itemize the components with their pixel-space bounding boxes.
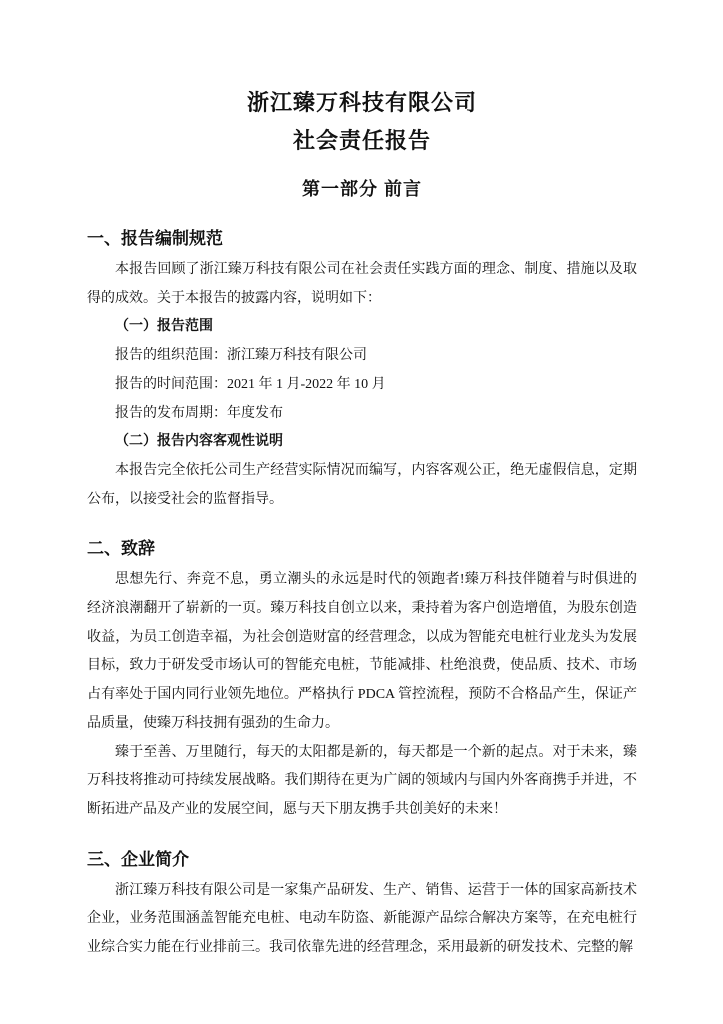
info-line: 报告的发布周期：年度发布 bbox=[115, 405, 283, 421]
part-heading: 第一部分 前言 bbox=[301, 179, 422, 199]
paragraph: 本报告完全依托公司生产经营实际情况而编写，内容客观公正，绝无虚假信息，定期公布，以接受社会的监督指导。 bbox=[87, 462, 637, 507]
report-section bbox=[87, 534, 637, 824]
paragraph: 本报告回顾了浙江臻万科技有限公司在社会责任实践方面的理念、制度、措施以及取得的成效。关于本报告的披露内容，说明如下： bbox=[87, 262, 637, 306]
section-heading: 一、报告编制规范 bbox=[87, 229, 223, 248]
paragraph: 臻于至善、万里随行，每天的太阳都是新的，每天都是一个新的起点。对于未来，臻万科技将推动可持续发展战略。我们期待在更为广阔的领域内与国内外客商携手并进，不断拓进产品及产业的发展空间，愿与天下朋友携手共创美好的未来！ bbox=[87, 744, 637, 817]
sub-heading: （一）报告范围 bbox=[115, 319, 213, 335]
section-heading: 三、企业简介 bbox=[87, 849, 189, 869]
paragraph: 浙江臻万科技有限公司是一家集产品研发、生产、销售、运营于一体的国家高新技术企业，业务范围涵盖智能充电桩、电动车防盗、新能源产品综合解决方案等，在充电桩行业综合实力能在行业排前三。我司依靠先进的经营理念，采用最新的研发技术、完整的解 bbox=[87, 882, 637, 956]
sub-heading: （二）报告内容客观性说明 bbox=[115, 434, 283, 450]
doc-title: 浙江臻万科技有限公司 bbox=[246, 90, 477, 115]
section-heading: 二、致辞 bbox=[87, 539, 155, 559]
paragraph: 思想先行、奔竞不息，勇立潮头的永远是时代的领跑者!臻万科技伴随着与时俱进的经济浪潮翻开了崭新的一页。臻万科技自创立以来，秉持着为客户创造增值，为股东创造收益，为员工创造幸福，为社会创造财富的经营理念，以成为智能充电桩行业龙头为发展目标，致力于研发受市场认可的智能充电桩，节能减排、杜绝浪费，使品质、技术、市场占有率处于国内同行业领先地位。严格执行 PDCA 管控流程，预防不合格品产生，保证产品质量，使臻万科技拥有强劲的生命力。 bbox=[87, 572, 637, 731]
report-section bbox=[87, 845, 637, 963]
report-section bbox=[87, 224, 637, 514]
doc-subtitle: 社会责任报告 bbox=[292, 128, 431, 153]
document-body bbox=[87, 224, 637, 963]
info-line: 报告的时间范围：2021 年 1 月-2022 年 10 月 bbox=[115, 376, 386, 392]
info-line: 报告的组织范围：浙江臻万科技有限公司 bbox=[115, 348, 367, 364]
